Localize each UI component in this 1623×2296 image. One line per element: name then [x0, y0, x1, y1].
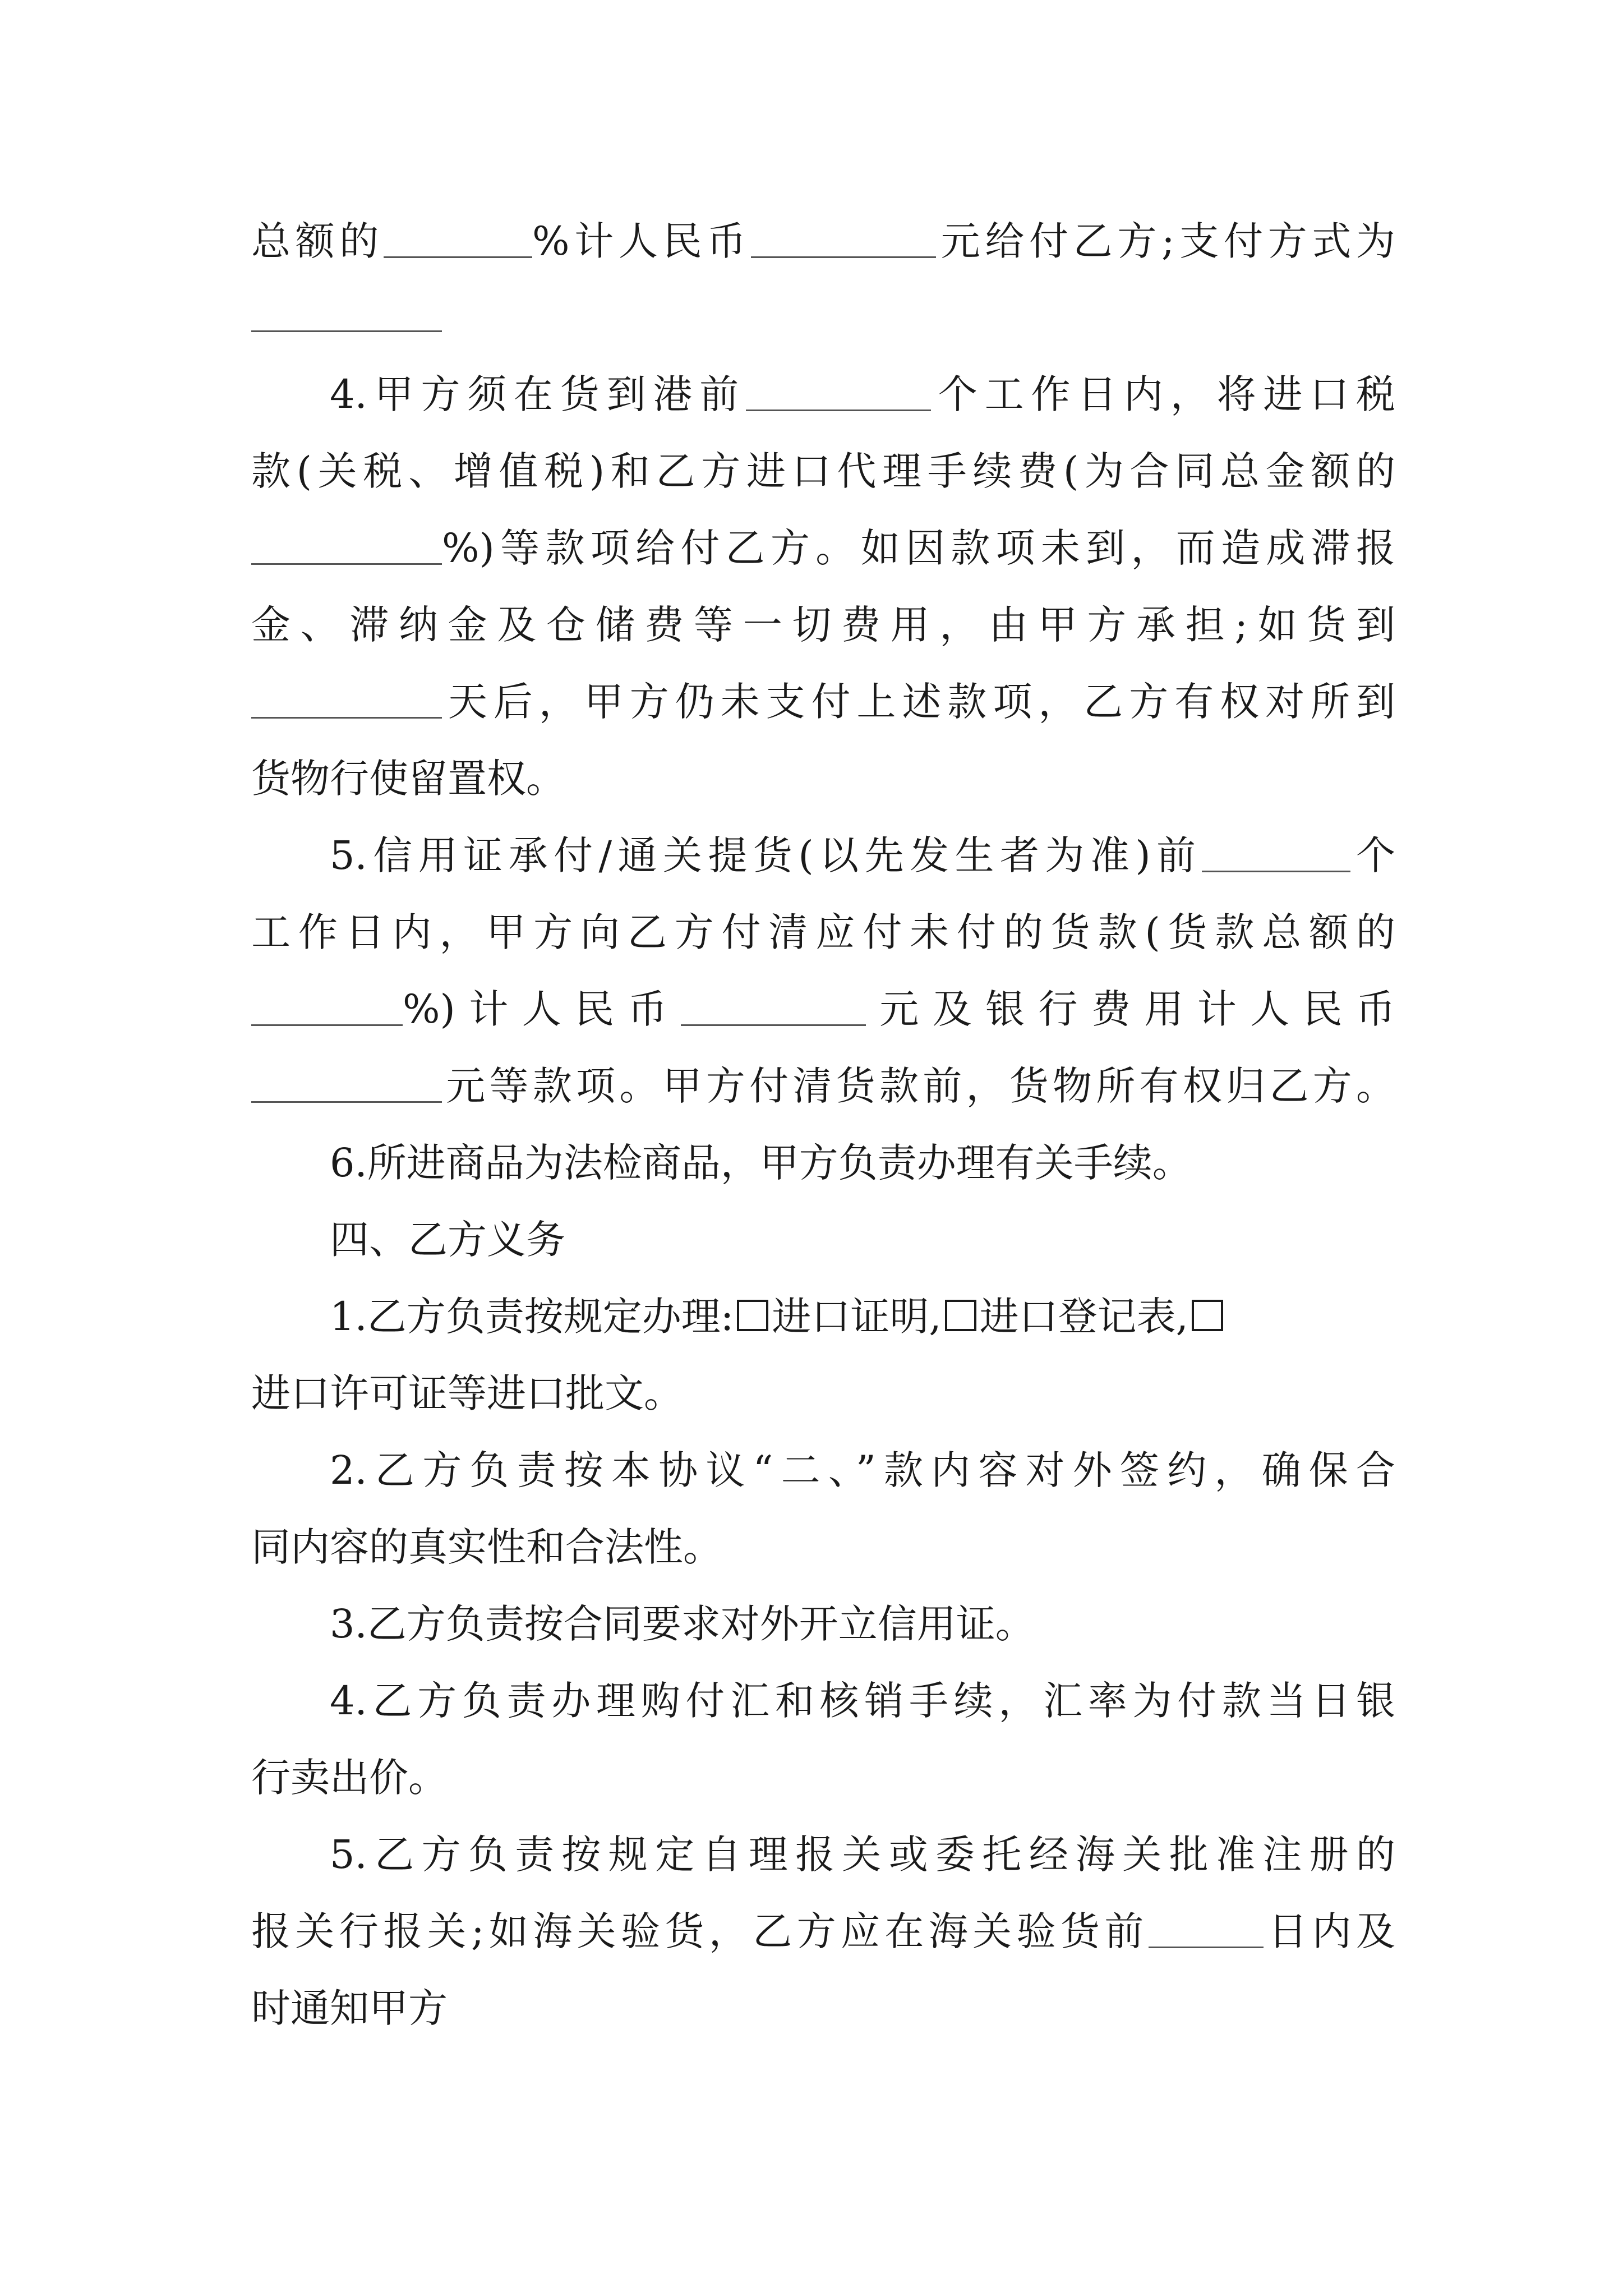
- text-line: [330, 1582, 1395, 1666]
- text-segment: %)等款项给付乙方。如因款项未到，而造成滞报: [442, 525, 1395, 571]
- text-segment: 款(关税、增值税)和乙方进口代理手续费(为合同总金额的: [251, 448, 1395, 494]
- text-segment: 5.乙方负责按规定自理报关或委托经海关批准注册的: [330, 1832, 1395, 1878]
- blank-field: [751, 219, 936, 258]
- blank-field: [1202, 834, 1350, 872]
- text-segment: 总额的: [251, 218, 384, 264]
- text-segment: 四、乙方义务: [330, 1217, 565, 1263]
- blank-field: [681, 987, 866, 1026]
- text-segment: 元等款项。甲方付清货款前，货物所有权归乙方。: [442, 1063, 1395, 1109]
- blank-field: [384, 219, 532, 258]
- text-line: [330, 1659, 1395, 1743]
- text-line: [330, 1121, 1395, 1205]
- text-segment: 元及银行费用计人民币: [865, 986, 1396, 1032]
- text-segment: 元给付乙方;支付方式为: [935, 218, 1395, 264]
- text-segment: %计人民币: [532, 218, 751, 264]
- blank-field: [251, 293, 442, 332]
- text-segment: 日内及: [1263, 1908, 1396, 1954]
- text-segment: 4.甲方须在货到港前: [330, 371, 746, 417]
- text-line: [330, 352, 1395, 436]
- text-segment: 3.乙方负责按合同要求对外开立信用证。: [330, 1601, 1035, 1647]
- text-segment: 同内容的真实性和合法性。: [251, 1524, 722, 1570]
- checkbox-icon: [737, 1300, 768, 1331]
- text-line: [330, 813, 1395, 898]
- text-segment: 天后，甲方仍未支付上述款项，乙方有权对所到: [442, 679, 1395, 725]
- blank-field: [746, 372, 931, 411]
- text-line: [251, 890, 1395, 974]
- text-line: [330, 1428, 1395, 1512]
- blank-field: [251, 987, 403, 1026]
- section-heading: [330, 1198, 1395, 1282]
- text-segment: 1.乙方负责按规定办理:: [330, 1294, 734, 1340]
- text-segment: 4.乙方负责办理购付汇和核销手续，汇率为付款当日银: [330, 1678, 1395, 1724]
- blank-field: [251, 1064, 442, 1103]
- text-segment: 进口登记表,: [979, 1294, 1188, 1340]
- text-line: [251, 967, 1395, 1051]
- text-line: [251, 1044, 1395, 1128]
- text-segment: %)计人民币: [403, 986, 681, 1032]
- text-segment: 金、滞纳金及仓储费等一切费用，由甲方承担;如货到: [251, 602, 1395, 648]
- text-segment: 行卖出价。: [251, 1755, 448, 1801]
- text-segment: 5.信用证承付/通关提货(以先发生者为准)前: [330, 832, 1202, 878]
- text-line: [330, 1812, 1395, 1897]
- text-segment: 时通知甲方: [251, 1985, 448, 2031]
- checkbox-icon: [945, 1300, 976, 1331]
- text-segment: 进口许可证等进口批文。: [251, 1370, 683, 1416]
- text-segment: 工作日内，甲方向乙方付清应付未付的货款(货款总额的: [251, 909, 1395, 955]
- text-line: [251, 1966, 1395, 2050]
- text-line: [251, 506, 1395, 590]
- text-segment: 2.乙方负责按本协议“二、”款内容对外签约，确保合: [330, 1447, 1395, 1493]
- text-segment: 货物行使留置权。: [251, 756, 565, 802]
- text-line: [251, 660, 1395, 744]
- text-segment: 进口证明,: [772, 1294, 942, 1340]
- text-line: [251, 1889, 1395, 1973]
- text-line: [330, 1274, 1395, 1359]
- text-line: [251, 199, 1395, 283]
- checkbox-icon: [1192, 1300, 1223, 1331]
- text-line: [251, 1736, 1395, 1820]
- text-segment: 6.所进商品为法检商品，甲方负责办理有关手续。: [330, 1140, 1192, 1186]
- text-segment: 个: [1350, 832, 1396, 878]
- text-line: [251, 273, 1395, 357]
- text-line: [251, 1505, 1395, 1589]
- text-line: [251, 583, 1395, 667]
- blank-field: [1149, 1910, 1264, 1948]
- text-line: [251, 1351, 1395, 1435]
- text-line: [251, 737, 1395, 821]
- text-segment: 个工作日内，将进口税: [931, 371, 1396, 417]
- text-segment: 报关行报关;如海关验货，乙方应在海关验货前: [251, 1908, 1149, 1954]
- blank-field: [251, 526, 442, 565]
- text-line: [251, 429, 1395, 513]
- blank-field: [251, 680, 442, 719]
